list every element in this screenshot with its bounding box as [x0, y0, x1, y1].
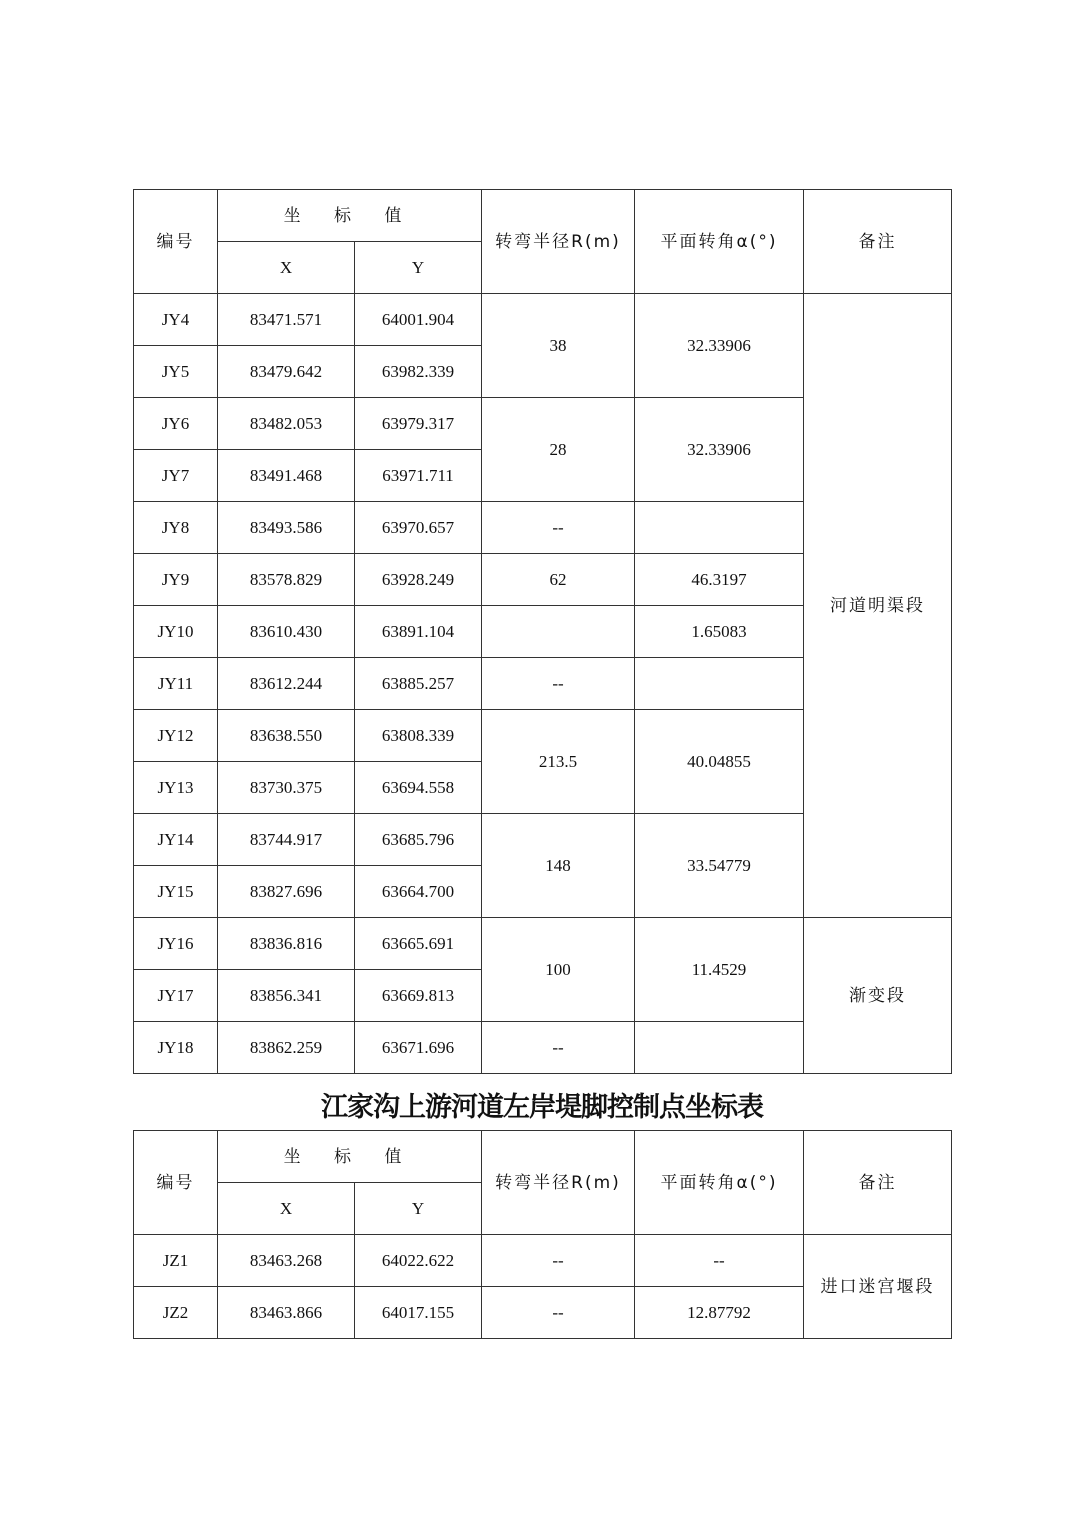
header-coord: 坐 标 值 [218, 190, 482, 242]
coord-x: 83491.468 [218, 450, 355, 502]
point-id: JY18 [134, 1022, 218, 1074]
coord-y: 63970.657 [355, 502, 482, 554]
coord-y: 63665.691 [355, 918, 482, 970]
header-id: 编号 [134, 190, 218, 294]
turn-radius: 28 [482, 398, 635, 502]
table-title: 江家沟上游河道左岸堤脚控制点坐标表 [321, 1092, 763, 1123]
header-y: Y [355, 1183, 482, 1235]
coord-y: 63885.257 [355, 658, 482, 710]
turn-radius: -- [482, 658, 635, 710]
coord-x: 83836.816 [218, 918, 355, 970]
header-radius: 转弯半径R(m) [482, 190, 635, 294]
turn-angle [635, 502, 804, 554]
point-id: JY8 [134, 502, 218, 554]
point-id: JZ2 [134, 1287, 218, 1339]
coord-y: 63669.813 [355, 970, 482, 1022]
header-radius: 转弯半径R(m) [482, 1131, 635, 1235]
turn-angle [635, 658, 804, 710]
coord-y: 63979.317 [355, 398, 482, 450]
coord-y: 63891.104 [355, 606, 482, 658]
turn-angle: 1.65083 [635, 606, 804, 658]
coord-y: 63685.796 [355, 814, 482, 866]
point-id: JY15 [134, 866, 218, 918]
coord-y: 63664.700 [355, 866, 482, 918]
point-id: JY12 [134, 710, 218, 762]
point-id: JY17 [134, 970, 218, 1022]
coord-x: 83612.244 [218, 658, 355, 710]
point-id: JY7 [134, 450, 218, 502]
coord-y: 63808.339 [355, 710, 482, 762]
coord-x: 83827.696 [218, 866, 355, 918]
turn-radius: -- [482, 502, 635, 554]
header-x: X [218, 1183, 355, 1235]
turn-radius: -- [482, 1235, 635, 1287]
point-id: JY10 [134, 606, 218, 658]
coord-y: 63928.249 [355, 554, 482, 606]
turn-radius: 62 [482, 554, 635, 606]
coord-y: 63694.558 [355, 762, 482, 814]
coord-x: 83578.829 [218, 554, 355, 606]
section-note: 进口迷宫堰段 [804, 1235, 952, 1339]
control-point-table-1 [133, 189, 952, 1074]
coord-x: 83638.550 [218, 710, 355, 762]
coord-y: 64022.622 [355, 1235, 482, 1287]
coord-x: 83493.586 [218, 502, 355, 554]
header-angle: 平面转角α(°) [635, 190, 804, 294]
table-row [134, 1235, 952, 1287]
point-id: JY13 [134, 762, 218, 814]
header-note: 备注 [804, 190, 952, 294]
coord-x: 83482.053 [218, 398, 355, 450]
turn-radius: 213.5 [482, 710, 635, 814]
turn-angle [635, 1022, 804, 1074]
turn-angle: 33.54779 [635, 814, 804, 918]
coord-y: 63971.711 [355, 450, 482, 502]
coord-x: 83471.571 [218, 294, 355, 346]
header-coord: 坐 标 值 [218, 1131, 482, 1183]
coord-y: 64017.155 [355, 1287, 482, 1339]
turn-angle: 32.33906 [635, 294, 804, 398]
coord-x: 83479.642 [218, 346, 355, 398]
coord-x: 83856.341 [218, 970, 355, 1022]
turn-angle: -- [635, 1235, 804, 1287]
coord-x: 83463.866 [218, 1287, 355, 1339]
header-row [134, 190, 952, 242]
coord-x: 83862.259 [218, 1022, 355, 1074]
turn-radius: 38 [482, 294, 635, 398]
point-id: JY4 [134, 294, 218, 346]
coord-x: 83610.430 [218, 606, 355, 658]
point-id: JY6 [134, 398, 218, 450]
table-row [134, 294, 952, 346]
point-id: JY16 [134, 918, 218, 970]
point-id: JY9 [134, 554, 218, 606]
turn-angle: 11.4529 [635, 918, 804, 1022]
header-note: 备注 [804, 1131, 952, 1235]
turn-angle: 40.04855 [635, 710, 804, 814]
point-id: JZ1 [134, 1235, 218, 1287]
turn-radius: 100 [482, 918, 635, 1022]
coord-x: 83463.268 [218, 1235, 355, 1287]
turn-angle: 46.3197 [635, 554, 804, 606]
turn-radius: -- [482, 1022, 635, 1074]
coord-y: 63671.696 [355, 1022, 482, 1074]
turn-radius: -- [482, 1287, 635, 1339]
table-row [134, 918, 952, 970]
control-point-table-2 [133, 1130, 952, 1339]
section-note: 渐变段 [804, 918, 952, 1074]
coord-x: 83730.375 [218, 762, 355, 814]
point-id: JY14 [134, 814, 218, 866]
header-angle: 平面转角α(°) [635, 1131, 804, 1235]
header-y: Y [355, 242, 482, 294]
point-id: JY11 [134, 658, 218, 710]
point-id: JY5 [134, 346, 218, 398]
turn-radius: 148 [482, 814, 635, 918]
coord-y: 63982.339 [355, 346, 482, 398]
section-note: 河道明渠段 [804, 294, 952, 918]
coord-x: 83744.917 [218, 814, 355, 866]
header-id: 编号 [134, 1131, 218, 1235]
header-row [134, 1131, 952, 1183]
turn-angle: 32.33906 [635, 398, 804, 502]
coord-y: 64001.904 [355, 294, 482, 346]
turn-radius [482, 606, 635, 658]
header-x: X [218, 242, 355, 294]
turn-angle: 12.87792 [635, 1287, 804, 1339]
